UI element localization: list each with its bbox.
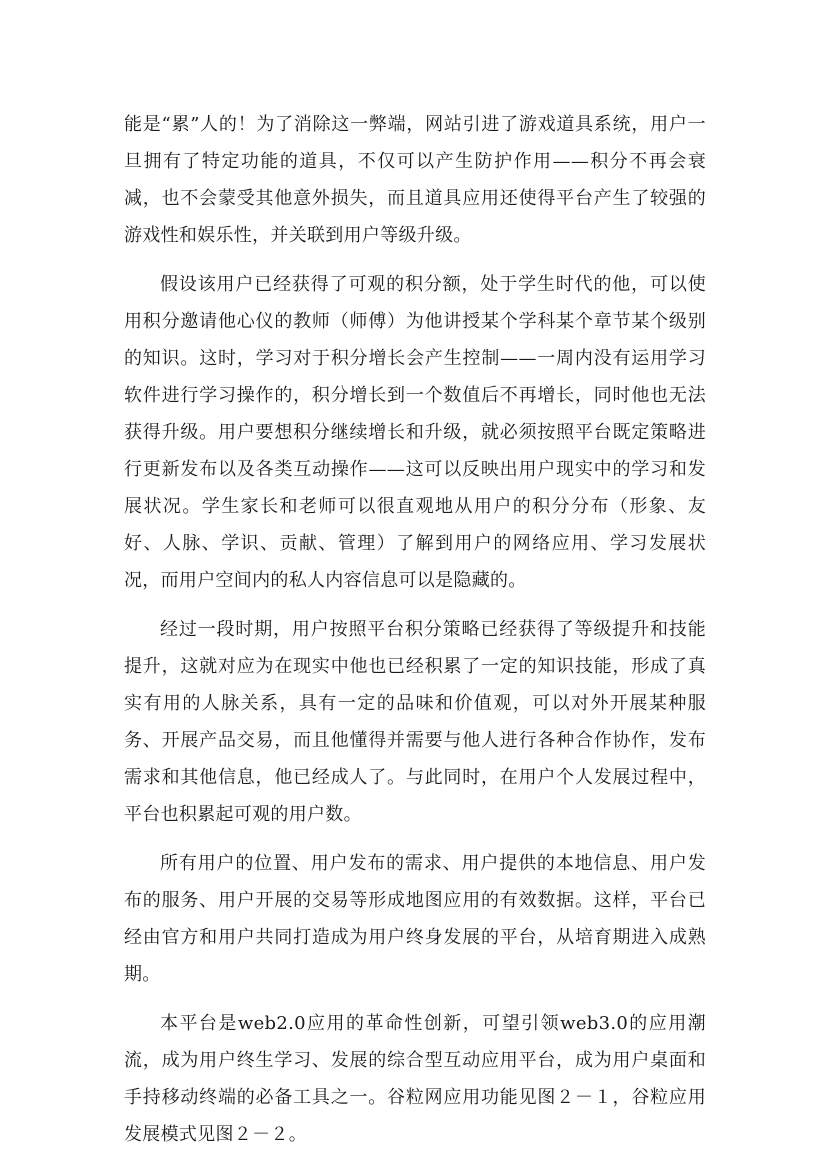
paragraph-4: 所有用户的位置、用户发布的需求、用户提供的本地信息、用户发布的服务、用户开展的交易等形成地图应用的有效数据。这样，平台已经由官方和用户共同打造成为用户终身发展的平台，从培育期进入成熟期。 bbox=[124, 853, 706, 985]
paragraph-5: 本平台是web2.0应用的革命性创新，可望引领web3.0的应用潮流，成为用户终生学习、发展的综合型互动应用平台，成为用户桌面和手持移动终端的必备工具之一。谷粒网应用功能见图２－１，谷粒应用发展模式见图２－２。 bbox=[124, 1013, 706, 1145]
paragraph-3: 经过一段时期，用户按照平台积分策略已经获得了等级提升和技能提升，这就对应为在现实中他也已经积累了一定的知识技能，形成了真实有用的人脉关系，具有一定的品味和价值观，可以对外开展某种服务、开展产品交易，而且他懂得并需要与他人进行各种合作协作，发布需求和其他信息，他已经成人了。与此同时，在用户个人发展过程中，平台也积累起可观的用户数。 bbox=[124, 619, 706, 825]
paragraph-1: 能是“累”人的！为了消除这一弊端，网站引进了游戏道具系统，用户一旦拥有了特定功能的道具，不仅可以产生防护作用——积分不再会衰减，也不会蒙受其他意外损失，而且道具应用还使得平台产生了较强的游戏性和娱乐性，并关联到用户等级升级。 bbox=[124, 114, 706, 246]
document-body bbox=[124, 106, 706, 1165]
paragraph-2: 假设该用户已经获得了可观的积分额，处于学生时代的他，可以使用积分邀请他心仪的教师（师傅）为他讲授某个学科某个章节某个级别的知识。这时，学习对于积分增长会产生控制——一周内没有运用学习软件进行学习操作的，积分增长到一个数值后不再增长，同时他也无法获得升级。用户要想积分继续增长和升级，就必须按照平台既定策略进行更新发布以及各类互动操作——这可以反映出用户现实中的学习和发展状况。学生家长和老师可以很直观地从用户的积分分布（形象、友好、人脉、学识、贡献、管理）了解到用户的网络应用、学习发展状况，而用户空间内的私人内容信息可以是隐藏的。 bbox=[124, 274, 706, 591]
